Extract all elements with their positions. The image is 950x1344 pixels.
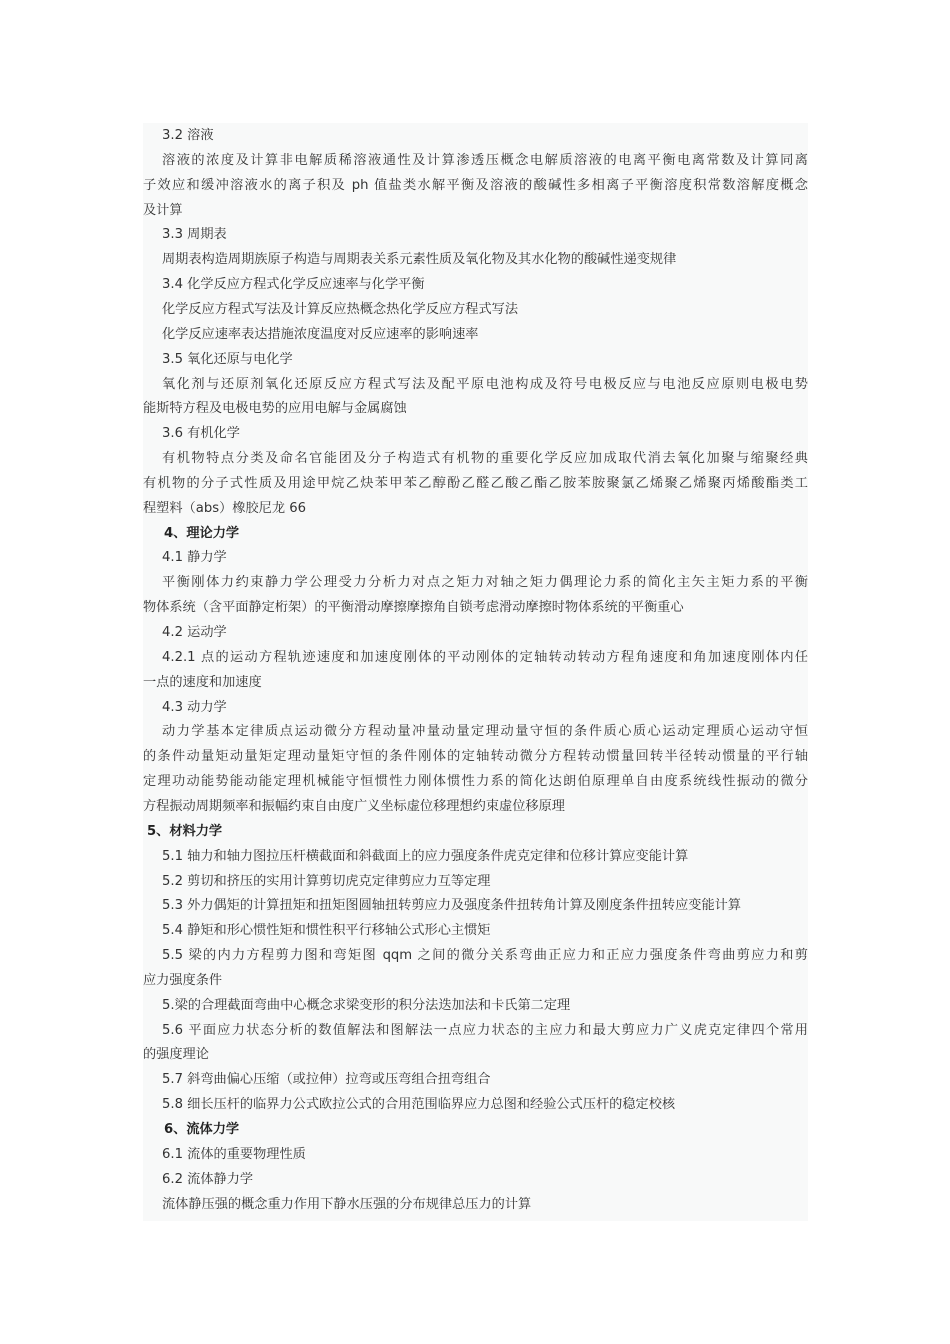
section-heading: 4.2 运动学: [162, 625, 227, 640]
paragraph-line: 一点的速度和加速度: [143, 674, 262, 690]
paragraph-line: 程塑料（abs）橡胶尼龙 66: [143, 500, 306, 516]
paragraph-line: 溶液的浓度及计算非电解质稀溶液通性及计算渗透压概念电解质溶液的电离平衡电离常数及计算同离: [162, 152, 808, 168]
section-heading: 5.7 斜弯曲偏心压缩（或拉伸）拉弯或压弯组合扭弯组合: [162, 1072, 491, 1088]
chapter-heading: 5、材料力学: [147, 823, 223, 839]
paragraph-line: 有机物特点分类及命名官能团及分子构造式有机物的重要化学反应加成取代消去氧化加聚与缩聚经典: [162, 451, 808, 467]
section-heading: 5.5 梁的内力方程剪力图和弯矩图 qqm 之间的微分关系弯曲正应力和正应力强度条件弯曲剪应力和剪: [162, 948, 808, 964]
paragraph-line: 子效应和缓冲溶液水的离子积及 ph 值盐类水解平衡及溶液的酸碱性多相离子平衡溶度积常数溶解度概念: [143, 177, 808, 193]
section-heading: 3.5 氧化还原与电化学: [162, 351, 293, 367]
paragraph-line: 的条件动量矩动量矩定理动量矩守恒的条件刚体的定轴转动微分方程转动惯量回转半径转动惯量的平行轴: [143, 749, 808, 765]
paragraph-line: 有机物的分子式性质及用途甲烷乙炔苯甲苯乙醇酚乙醛乙酸乙酯乙胺苯胺聚氯乙烯聚乙烯聚丙烯酸酯类工: [143, 475, 808, 491]
section-heading: 3.3 周期表: [162, 227, 227, 243]
section-heading: 5.2 剪切和挤压的实用计算剪切虎克定律剪应力互等定理: [162, 873, 491, 889]
paragraph-line: 化学反应方程式写法及计算反应热概念热化学反应方程式写法: [162, 301, 519, 317]
section-heading: 5.8 细长压杆的临界力公式欧拉公式的合用范围临界应力总图和经验公式压杆的稳定校核: [162, 1097, 676, 1113]
paragraph-line: 氧化剂与还原剂氧化还原反应方程式写法及配平原电池构成及符号电极反应与电池反应原则电极电势: [162, 376, 808, 392]
section-heading: 5.1 轴力和轴力图拉压杆横截面和斜截面上的应力强度条件虎克定律和位移计算应变能计算: [162, 848, 689, 864]
paragraph-line: 流体静压强的概念重力作用下静水压强的分布规律总压力的计算: [162, 1196, 532, 1212]
paragraph-line: 周期表构造周期族原子构造与周期表关系元素性质及氧化物及其水化物的酸碱性递变规律: [162, 252, 677, 268]
section-heading: 5.梁的合理截面弯曲中心概念求梁变形的积分法迭加法和卡氏第二定理: [162, 997, 571, 1013]
paragraph-line: 及计算: [143, 202, 183, 218]
section-heading: 5.6 平面应力状态分析的数值解法和图解法一点应力状态的主应力和最大剪应力广义虎克定律四个常用: [162, 1022, 808, 1038]
paragraph-line: 的强度理论: [143, 1047, 209, 1063]
paragraph-line: 化学反应速率表达措施浓度温度对反应速率的影响速率: [162, 326, 479, 342]
paragraph-line: 应力强度条件: [143, 972, 223, 988]
section-heading: 3.2 溶液: [162, 128, 214, 143]
section-heading: 3.6 有机化学: [162, 426, 240, 442]
paragraph-line: 平衡刚体力约束静力学公理受力分析力对点之矩力对轴之矩力偶理论力系的简化主矢主矩力系的平衡: [162, 575, 808, 591]
document-body: [143, 123, 808, 1221]
paragraph-line: 4.2.1 点的运动方程轨迹速度和加速度刚体的平动刚体的定轴转动转动方程角速度和角加速度刚体内任: [162, 649, 808, 665]
paragraph-line: 定理功动能势能动能定理机械能守恒惯性力刚体惯性力系的简化达朗伯原理单自由度系统线性振动的微分: [143, 774, 808, 790]
section-heading: 4.1 静力学: [162, 550, 227, 566]
section-heading: 4.3 动力学: [162, 699, 227, 715]
chapter-heading: 4、理论力学: [164, 525, 240, 541]
paragraph-line: 能斯特方程及电极电势的应用电解与金属腐蚀: [143, 401, 407, 417]
paragraph-line: 方程振动周期频率和振幅约束自由度广义坐标虚位移理想约束虚位移原理: [143, 798, 565, 814]
section-heading: 5.4 静矩和形心惯性矩和惯性积平行移轴公式形心主惯矩: [162, 923, 491, 939]
section-heading: 6.2 流体静力学: [162, 1171, 254, 1187]
section-heading: 6.1 流体的重要物理性质: [162, 1146, 306, 1162]
chapter-heading: 6、流体力学: [164, 1122, 240, 1137]
section-heading: 5.3 外力偶矩的计算扭矩和扭矩图圆轴扭转剪应力及强度条件扭转角计算及刚度条件扭转应变能计算: [162, 898, 742, 914]
paragraph-line: 物体系统（含平面静定桁架）的平衡滑动摩擦摩擦角自锁考虑滑动摩擦时物体系统的平衡重心: [143, 600, 684, 616]
paragraph-line: 动力学基本定律质点运动微分方程动量冲量动量定理动量守恒的条件质心质心运动定理质心运动守恒: [162, 724, 808, 740]
section-heading: 3.4 化学反应方程式化学反应速率与化学平衡: [162, 277, 425, 293]
